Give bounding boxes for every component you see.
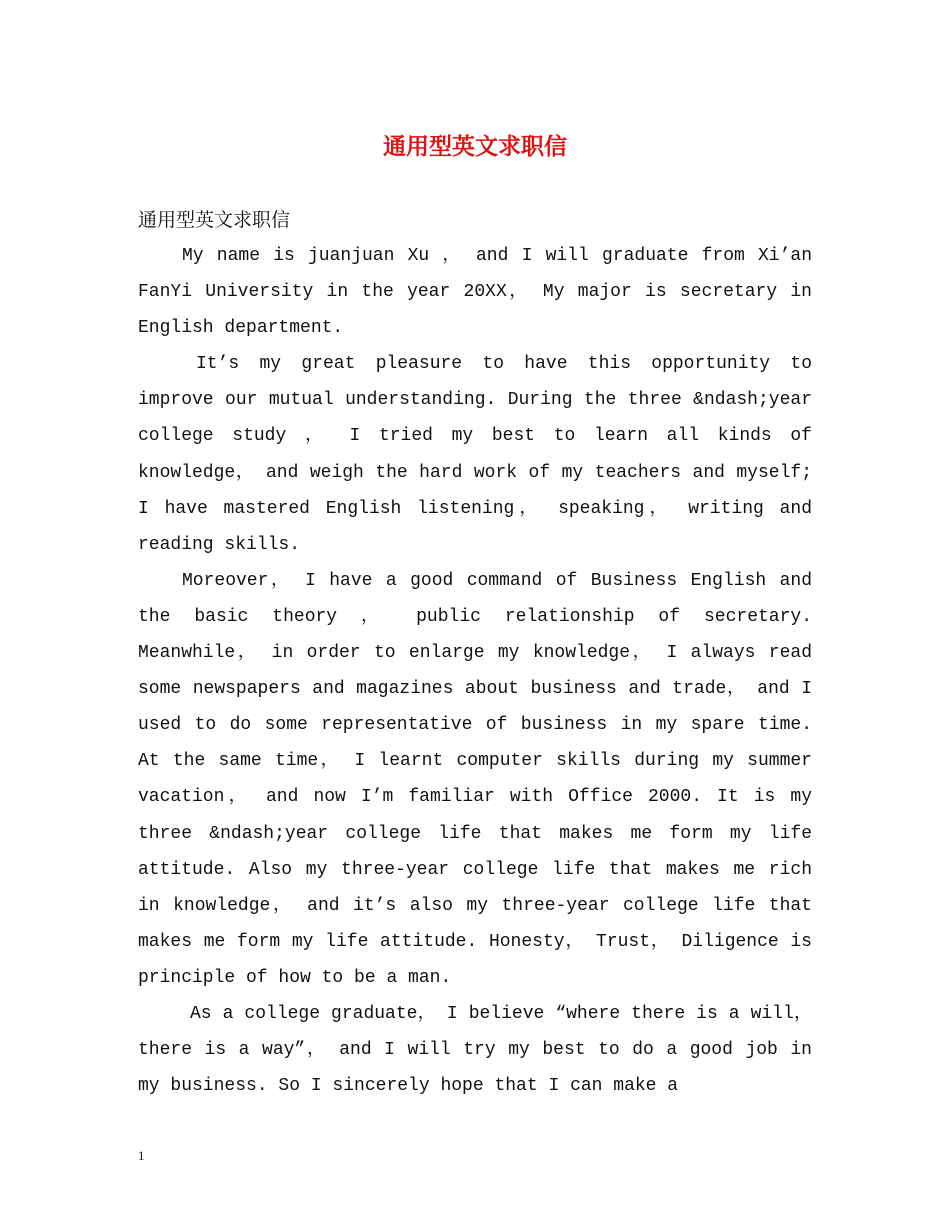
letter-body: [138, 202, 812, 1104]
page-number: 1: [138, 1148, 145, 1163]
paragraph-education: It’s my great pleasure to have this opportunity to improve our mutual understanding. During the three &ndash;year college study ， I tried my best to learn all kinds of knowledge， and weigh the hard work of my teachers and myself; I have mastered English listening， speaking， writing and reading skills.: [138, 354, 812, 555]
letter-subtitle: 通用型英文求职信: [138, 209, 291, 231]
paragraph-introduction: My name is juanjuan Xu ， and I will graduate from Xi’an FanYi University in the year 20XX， My major is secretary in English department.: [138, 246, 812, 339]
page-title: 通用型英文求职信: [383, 133, 567, 160]
paragraph-closing: As a college graduate， I believe “where there is a will， there is a way”， and I will try my best to do a good job in my business. So I sincerely hope that I can make a: [138, 1003, 812, 1097]
paragraph-skills: Moreover， I have a good command of Business English and the basic theory ， public relationship of secretary. Meanwhile， in order to enlarge my knowledge， I always read some newspapers and magazines about business and trade， and I used to do some representative of business in my spare time. At the same time， I learnt computer skills during my summer vacation， and now I’m familiar with Office 2000. It is my three &ndash;year college life that makes me form my life attitude. Also my three-year college life that makes me rich in knowledge， and it’s also my three-year college life that makes me form my life attitude. Honesty， Trust， Diligence is principle of how to be a man.: [138, 570, 812, 988]
